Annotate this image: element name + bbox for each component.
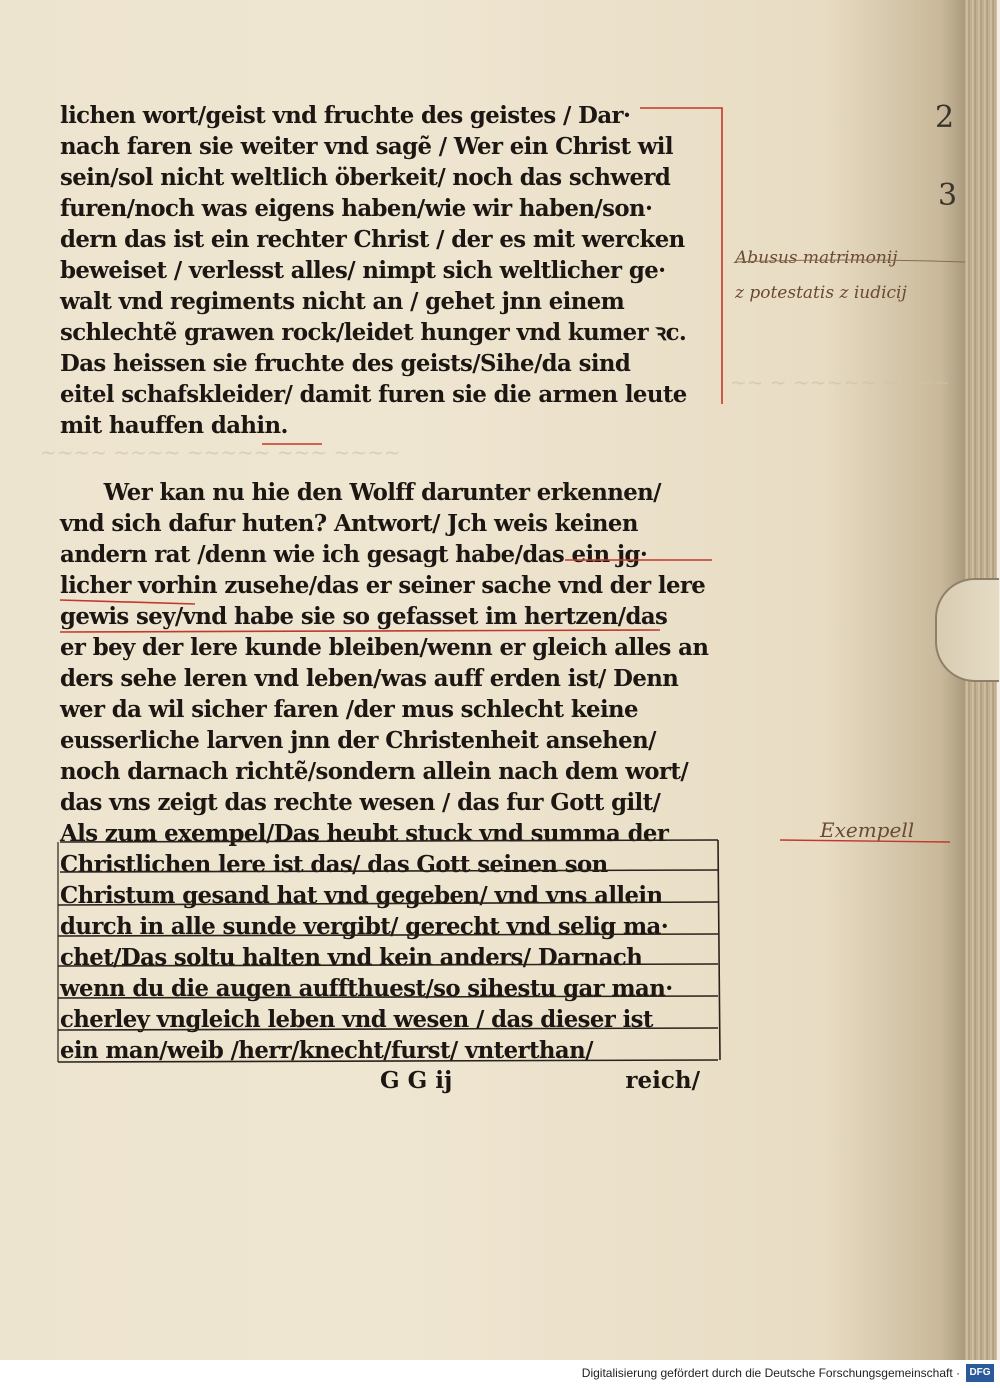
text-line: andern rat /denn wie ich gesagt habe/das ein jg· [60, 541, 648, 568]
text-line: licher vorhin zusehe/das er seiner sache vnd der lere [60, 572, 706, 599]
text-line: schlechtẽ grawen rock/leidet hunger vnd kumer ꝛc. [60, 319, 687, 346]
catchword: reich/ [625, 1067, 700, 1094]
text-line: durch in alle sunde vergibt/ gerecht vnd selig ma· [60, 913, 669, 940]
text-line: noch darnach richtẽ/sondern allein nach dem wort/ [60, 758, 689, 785]
text-line: chet/Das soltu halten vnd kein anders/ Darnach [60, 944, 643, 971]
footer-credit: Digitalisierung gefördert durch die Deutsche Forschungsgemeinschaft · [581, 1366, 960, 1380]
signature-line [60, 1067, 720, 1103]
bookmark-tab [935, 578, 999, 682]
text-line: Als zum exempel/Das heubt stuck vnd summa der [60, 820, 669, 847]
text-line: walt vnd regiments nicht an / gehet jnn einem [60, 288, 625, 315]
text-line: wenn du die augen auffthuest/so sihestu gar man· [60, 975, 673, 1002]
text-line: furen/noch was eigens haben/wie wir haben/son· [60, 195, 653, 222]
text-line: lichen wort/geist vnd fruchte des geistes / Dar· [60, 102, 631, 129]
text-line: nach faren sie weiter vnd sagẽ / Wer ein Christ wil [60, 133, 673, 160]
page-number-lower: 3 [938, 178, 958, 213]
show-through-text: ~~ ~ ~~~~~ ~~~~ [730, 370, 951, 394]
marginal-note-2: Exempell [820, 818, 915, 842]
text-line: gewis sey/vnd habe sie so gefasset im hertzen/das [60, 603, 668, 630]
text-line: Das heissen sie fruchte des geists/Sihe/da sind [60, 350, 631, 377]
text-line: eusserliche larven jnn der Christenheit ansehen/ [60, 727, 656, 754]
show-through-text: ~~~~ ~~~~ ~~~~~ ~~~ ~~~~ [40, 440, 401, 464]
text-line: Christlichen lere ist das/ das Gott seinen son [60, 851, 608, 878]
text-line: ein man/weib /herr/knecht/furst/ vnterthan/ [60, 1037, 593, 1064]
footer-bar [0, 1360, 1000, 1388]
text-line: er bey der lere kunde bleiben/wenn er gleich alles an [60, 634, 709, 661]
text-line: das vns zeigt das rechte wesen / das fur Gott gilt/ [60, 789, 661, 816]
text-line: vnd sich dafur huten? Antwort/ Jch weis keinen [60, 510, 638, 537]
text-line: wer da wil sicher faren /der mus schlecht keine [60, 696, 638, 723]
paragraph-2 [60, 477, 720, 1066]
text-line: dern das ist ein rechter Christ / der es mit wercken [60, 226, 685, 253]
text-line: Wer kan nu hie den Wolff darunter erkennen/ [103, 479, 661, 506]
text-line: eitel schafskleider/ damit furen sie die armen leute [60, 381, 687, 408]
marginal-note-1-line-1: Abusus matrimonij [735, 248, 898, 268]
text-line: cherley vngleich leben vnd wesen / das dieser ist [60, 1006, 653, 1033]
dfg-logo: DFG [966, 1364, 994, 1382]
text-line: sein/sol nicht weltlich öberkeit/ noch das schwerd [60, 164, 671, 191]
paragraph-1 [60, 100, 720, 441]
text-line: Christum gesand hat vnd gegeben/ vnd vns allein [60, 882, 663, 909]
text-line: beweiset / verlesst alles/ nimpt sich weltlicher ge· [60, 257, 666, 284]
text-line: mit hauffen dahin. [60, 412, 288, 439]
signature-mark: G G ij [380, 1067, 453, 1094]
page-number-upper: 2 [935, 100, 955, 135]
text-line: ders sehe leren vnd leben/was auff erden ist/ Denn [60, 665, 679, 692]
marginal-note-1-line-2: z potestatis z iudicij [735, 283, 907, 303]
